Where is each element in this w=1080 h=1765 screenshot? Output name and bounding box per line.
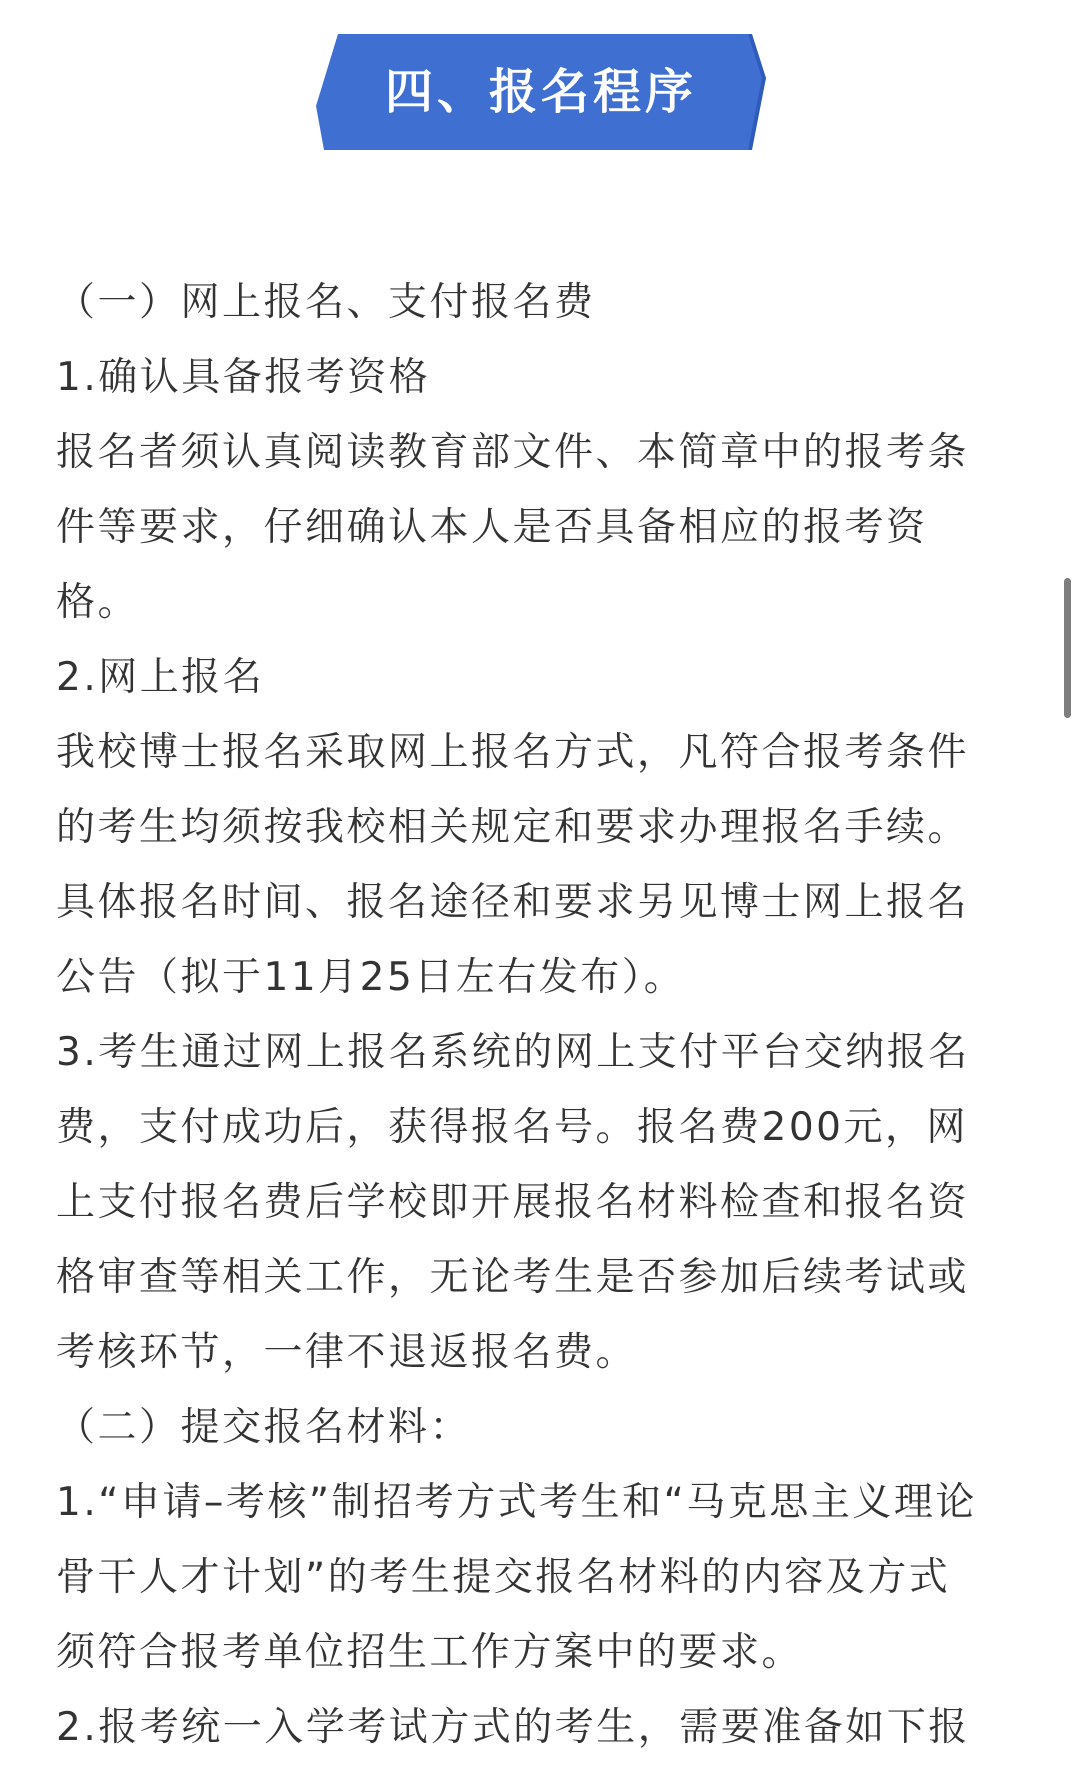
step-unified-exam: 2.报考统一入学考试方式的考生，需要准备如下报	[56, 1705, 970, 1750]
step-online-registration: 2.网上报名	[56, 655, 265, 700]
step-application-review: 1.“申请–考核”制招考方式考生和“马克思主义理论	[56, 1480, 977, 1525]
paragraph-line: 报名者须认真阅读教育部文件、本简章中的报考条	[56, 430, 970, 475]
paragraph-line: 格审查等相关工作，无论考生是否参加后续考试或	[56, 1255, 970, 1300]
paragraph-line: 格。	[56, 580, 140, 625]
step-payment: 3.考生通过网上报名系统的网上支付平台交纳报名	[56, 1030, 970, 1075]
paragraph-line: 的考生均须按我校相关规定和要求办理报名手续。	[56, 805, 970, 850]
paragraph-line: 须符合报考单位招生工作方案中的要求。	[56, 1630, 804, 1675]
article-body	[56, 265, 1026, 1765]
subsection-heading-submit-materials: （二）提交报名材料：	[56, 1405, 472, 1450]
vertical-scrollbar[interactable]	[1064, 578, 1071, 718]
paragraph-line: 件等要求，仔细确认本人是否具备相应的报考资	[56, 505, 928, 550]
paragraph-line: 具体报名时间、报名途径和要求另见博士网上报名	[56, 880, 970, 925]
paragraph-line: 公告（拟于11月25日左右发布）。	[56, 955, 686, 1000]
paragraph-line: 我校博士报名采取网上报名方式，凡符合报考条件	[56, 730, 970, 775]
section-title: 四、报名程序	[384, 64, 697, 120]
paragraph-line: 考核环节，一律不退返报名费。	[56, 1330, 638, 1375]
step-confirm-eligibility: 1.确认具备报考资格	[56, 355, 431, 400]
paragraph-line: 费，支付成功后，获得报名号。报名费200元，网	[56, 1105, 968, 1150]
paragraph-line: 上支付报名费后学校即开展报名材料检查和报名资	[56, 1180, 970, 1225]
paragraph-line: 骨干人才计划”的考生提交报名材料的内容及方式	[56, 1555, 951, 1600]
section-banner	[316, 34, 766, 150]
subsection-heading-online-registration: （一）网上报名、支付报名费	[56, 280, 596, 325]
